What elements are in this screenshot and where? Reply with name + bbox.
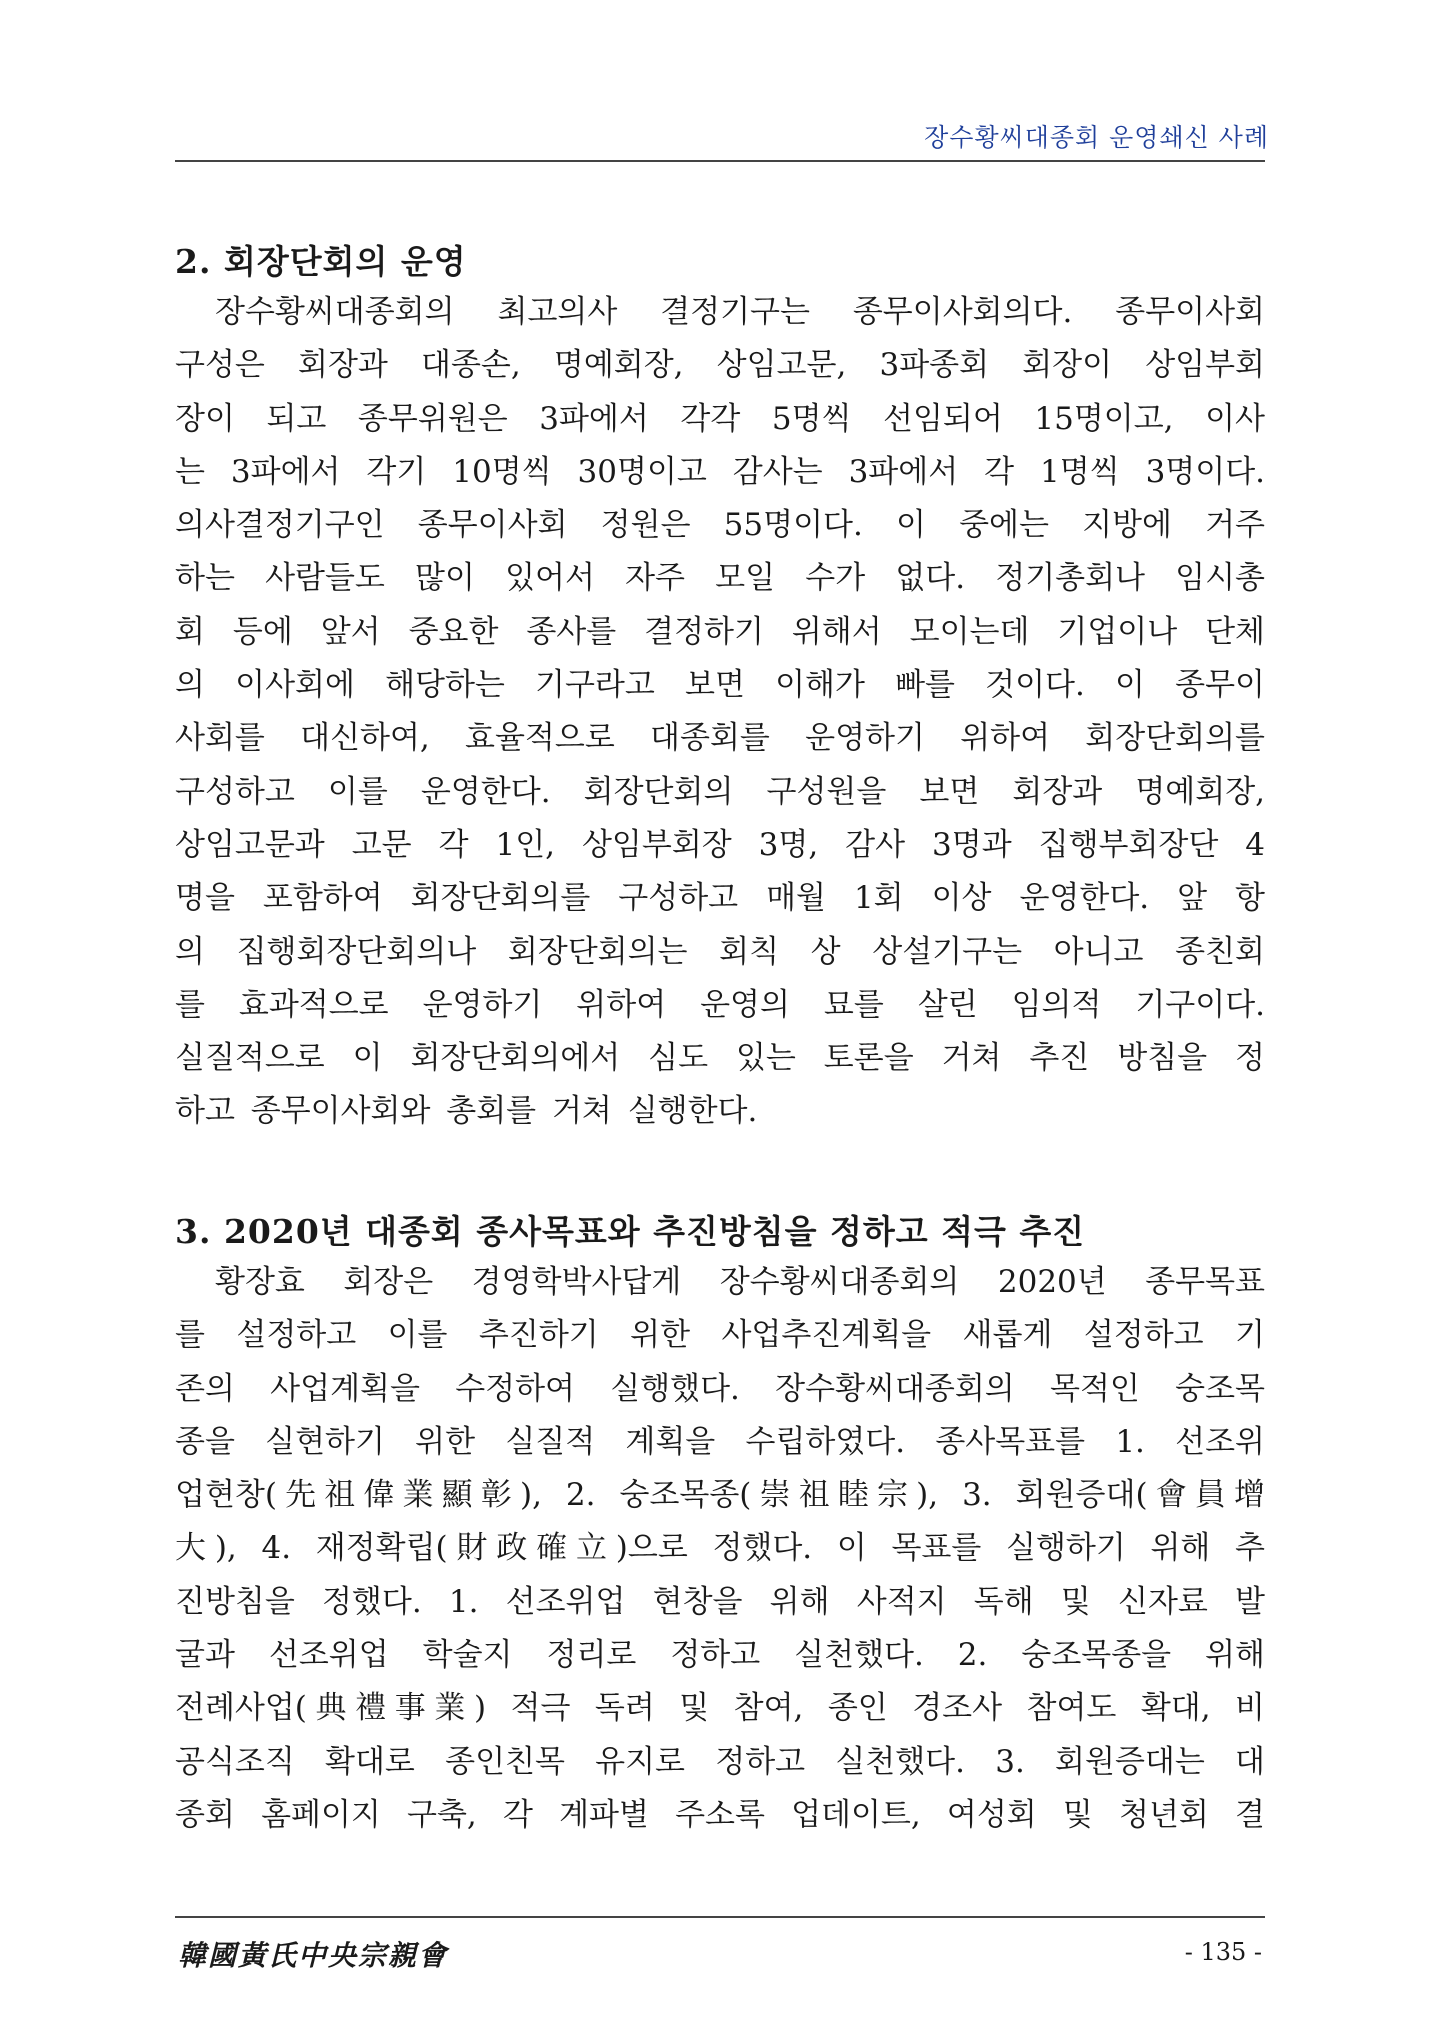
text-line: 종을 실현하기 위한 실질적 계획을 수립하였다. 종사목표를 1. 선조위 <box>175 1423 1265 1460</box>
text-line: 를 설정하고 이를 추진하기 위한 사업추진계획을 새롭게 설정하고 기 <box>175 1317 1265 1354</box>
footer-organization: 韓國黃氏中央宗親會 <box>178 1939 449 1972</box>
footer-divider <box>175 1916 1265 1918</box>
text-line: 황장효 회장은 경영학박사답게 장수황씨대종회의 2020년 종무목표 <box>215 1264 1265 1300</box>
section-3-heading: 3. 2020년 대종회 종사목표와 추진방침을 정하고 적극 추진 <box>175 1212 1086 1251</box>
section-2-heading: 2. 회장단회의 운영 <box>175 242 467 281</box>
text-line: 공식조직 확대로 종인친목 유지로 정하고 실천했다. 3. 회원증대는 대 <box>175 1743 1265 1780</box>
text-line: 실질적으로 이 회장단회의에서 심도 있는 토론을 거쳐 추진 방침을 정 <box>175 1040 1265 1077</box>
text-line: 의사결정기구인 종무이사회 정원은 55명이다. 이 중에는 지방에 거주 <box>175 507 1265 544</box>
text-line: 굴과 선조위업 학술지 정리로 정하고 실천했다. 2. 숭조목종을 위해 <box>175 1637 1265 1674</box>
text-line: 진방침을 정했다. 1. 선조위업 현창을 위해 사적지 독해 및 신자료 발 <box>175 1583 1265 1620</box>
text-line: 는 3파에서 각기 10명씩 30명이고 감사는 3파에서 각 1명씩 3명이다. <box>175 453 1265 490</box>
text-line: 명을 포함하여 회장단회의를 구성하고 매월 1회 이상 운영한다. 앞 항 <box>175 880 1265 917</box>
text-line: 상임고문과 고문 각 1인, 상임부회장 3명, 감사 3명과 집행부회장단 4 <box>175 826 1265 863</box>
text-line: 하는 사람들도 많이 있어서 자주 모일 수가 없다. 정기총회나 임시총 <box>175 560 1265 597</box>
text-line: 장수황씨대종회의 최고의사 결정기구는 종무이사회의다. 종무이사회 <box>215 294 1265 330</box>
text-line: 존의 사업계획을 수정하여 실행했다. 장수황씨대종회의 목적인 숭조목 <box>175 1370 1265 1407</box>
text-line: 하고 종무이사회와 총회를 거쳐 실행한다. <box>175 1093 758 1130</box>
text-line: 회 등에 앞서 중요한 종사를 결정하기 위해서 모이는데 기업이나 단체 <box>175 613 1265 650</box>
text-line: 의 이사회에 해당하는 기구라고 보면 이해가 빠를 것이다. 이 종무이 <box>175 667 1265 704</box>
text-line: 의 집행회장단회의나 회장단회의는 회칙 상 상설기구는 아니고 종친회 <box>175 933 1265 970</box>
text-line: 장이 되고 종무위원은 3파에서 각각 5명씩 선임되어 15명이고, 이사 <box>175 400 1265 437</box>
section-3-body <box>175 1256 1265 1842</box>
section-2 <box>175 238 1265 1139</box>
running-header-title: 장수황씨대종회 운영쇄신 사례 <box>924 123 1269 152</box>
text-line: 사회를 대신하여, 효율적으로 대종회를 운영하기 위하여 회장단회의를 <box>175 720 1265 757</box>
text-line: 종회 홈페이지 구축, 각 계파별 주소록 업데이트, 여성회 및 청년회 결 <box>175 1796 1265 1833</box>
text-line: 大), 4. 재정확립(財政確立)으로 정했다. 이 목표를 실행하기 위해 추 <box>175 1530 1265 1567</box>
section-3 <box>175 1208 1265 1842</box>
text-line: 전례사업(典禮事業) 적극 독려 및 참여, 종인 경조사 참여도 확대, 비 <box>175 1690 1265 1727</box>
page-number: - 135 - <box>1184 1938 1262 1966</box>
header-divider <box>175 160 1265 162</box>
text-line: 를 효과적으로 운영하기 위하여 운영의 묘를 살린 임의적 기구이다. <box>175 986 1265 1023</box>
text-line: 구성은 회장과 대종손, 명예회장, 상임고문, 3파종회 회장이 상임부회 <box>175 347 1265 384</box>
text-line: 구성하고 이를 운영한다. 회장단회의 구성원을 보면 회장과 명예회장, <box>175 773 1265 810</box>
section-2-body <box>175 286 1265 1139</box>
text-line: 업현창(先祖偉業顯彰), 2. 숭조목종(崇祖睦宗), 3. 회원증대(會員增 <box>175 1477 1265 1514</box>
